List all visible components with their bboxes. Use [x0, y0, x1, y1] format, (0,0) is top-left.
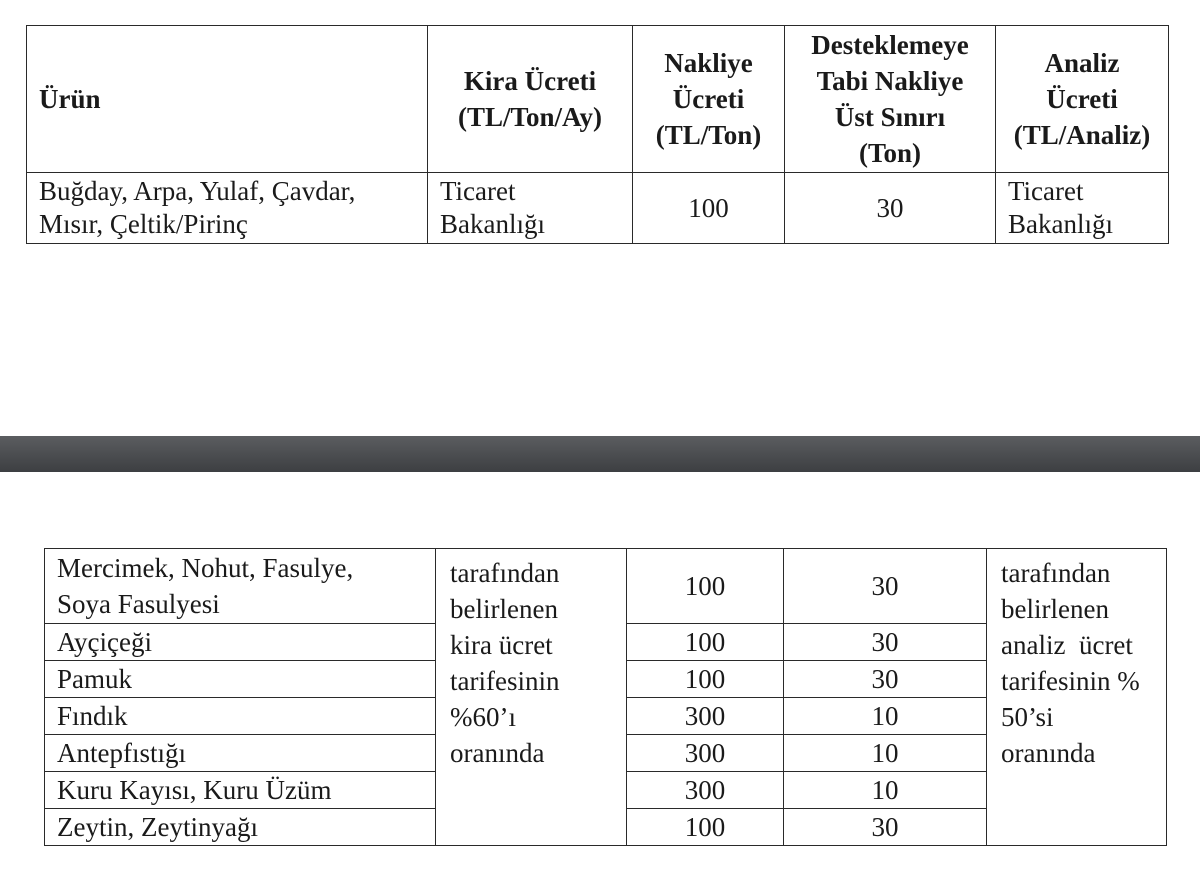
header-limit-line-4: (Ton)	[858, 138, 922, 168]
header-rent-fee	[428, 26, 633, 173]
rent-note-line-5: %60’ı	[450, 702, 516, 732]
cell-transport: 100	[627, 549, 784, 624]
cell-transport: 100	[627, 624, 784, 661]
bottom-price-table	[44, 548, 1167, 846]
page-separator-bar	[0, 436, 1200, 472]
cell-product: Zeytin, Zeytinyağı	[45, 809, 436, 846]
cell-product: Fındık	[45, 698, 436, 735]
product-line-1: Buğday, Arpa, Yulaf, Çavdar,	[39, 176, 356, 206]
header-rent-line-2: (TL/Ton/Ay)	[457, 102, 603, 132]
header-rent-line-1: Kira Ücreti	[463, 66, 597, 96]
cell-support-limit: 10	[784, 735, 987, 772]
cell-rent	[428, 173, 633, 244]
rent-line-2: Bakanlığı	[440, 209, 545, 239]
cell-rent-note	[436, 549, 627, 846]
analysis-line-2: Bakanlığı	[1008, 209, 1113, 239]
cell-transport: 100	[627, 661, 784, 698]
table-row	[27, 173, 1169, 244]
header-transport-line-1: Nakliye	[664, 48, 753, 78]
analysis-note-line-3: analiz ücret	[1001, 630, 1133, 660]
header-analysis-line-3: (TL/Analiz)	[1013, 120, 1151, 150]
cell-support-limit: 10	[784, 772, 987, 809]
product-line-1: Mercimek, Nohut, Fasulye,	[57, 553, 354, 583]
cell-product: Antepfıstığı	[45, 735, 436, 772]
cell-product: Kuru Kayısı, Kuru Üzüm	[45, 772, 436, 809]
cell-transport: 300	[627, 772, 784, 809]
cell-product	[27, 173, 428, 244]
header-analysis-fee	[996, 26, 1169, 173]
cell-transport: 300	[627, 698, 784, 735]
analysis-note-line-6: oranında	[1001, 738, 1096, 768]
header-limit-line-1: Desteklemeye	[811, 30, 969, 60]
analysis-note-line-4: tarifesinin %	[1001, 666, 1140, 696]
cell-support-limit: 30	[785, 173, 996, 244]
header-analysis-line-2: Ücreti	[1046, 84, 1118, 114]
top-price-table	[26, 25, 1169, 244]
header-limit-line-2: Tabi Nakliye	[816, 66, 964, 96]
cell-support-limit: 30	[784, 624, 987, 661]
analysis-note-line-5: 50’si	[1001, 702, 1054, 732]
analysis-line-1: Ticaret	[1008, 176, 1084, 206]
rent-note-line-6: oranında	[450, 738, 545, 768]
header-limit-line-3: Üst Sınırı	[834, 102, 946, 132]
cell-support-limit: 30	[784, 661, 987, 698]
product-line-2: Mısır, Çeltik/Pirinç	[39, 209, 248, 239]
cell-support-limit: 10	[784, 698, 987, 735]
analysis-note-line-1: tarafından	[1001, 558, 1111, 588]
cell-analysis-note	[987, 549, 1167, 846]
header-transport-fee	[633, 26, 785, 173]
cell-support-limit: 30	[784, 549, 987, 624]
header-product	[27, 26, 428, 173]
cell-transport: 100	[633, 173, 785, 244]
header-transport-line-2: Ücreti	[672, 84, 745, 114]
header-analysis-line-1: Analiz	[1044, 48, 1120, 78]
cell-product	[45, 549, 436, 624]
cell-transport: 300	[627, 735, 784, 772]
header-support-limit	[785, 26, 996, 173]
cell-product: Ayçiçeği	[45, 624, 436, 661]
product-line-2: Soya Fasulyesi	[57, 589, 220, 619]
analysis-note-line-2: belirlenen	[1001, 594, 1109, 624]
header-transport-line-3: (TL/Ton)	[655, 120, 762, 150]
table-row	[45, 549, 1167, 624]
cell-product: Pamuk	[45, 661, 436, 698]
rent-note-line-2: belirlenen	[450, 594, 558, 624]
cell-transport: 100	[627, 809, 784, 846]
header-product-label: Ürün	[39, 84, 101, 114]
cell-analysis	[996, 173, 1169, 244]
rent-note-line-3: kira ücret	[450, 630, 553, 660]
rent-line-1: Ticaret	[440, 176, 516, 206]
top-table-header-row	[27, 26, 1169, 173]
rent-note-line-4: tarifesinin	[450, 666, 560, 696]
rent-note-line-1: tarafından	[450, 558, 560, 588]
cell-support-limit: 30	[784, 809, 987, 846]
